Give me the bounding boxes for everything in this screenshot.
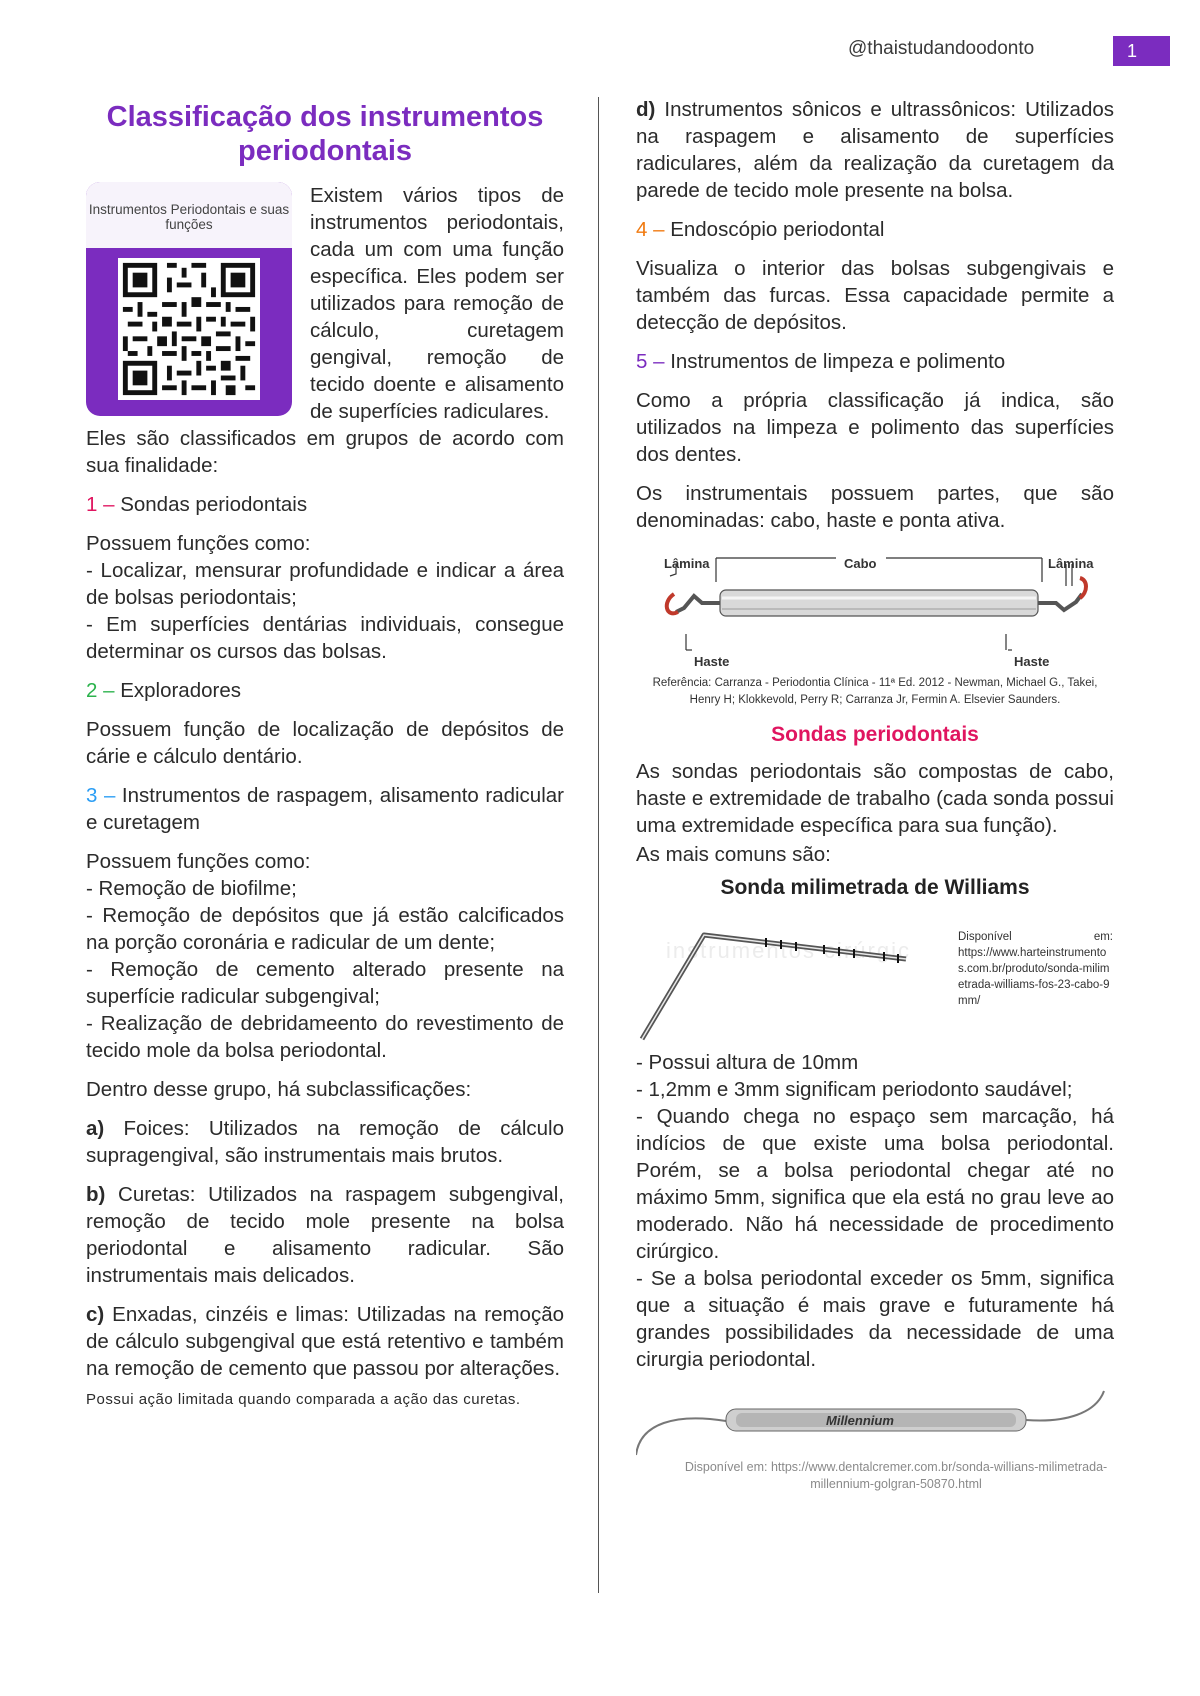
subclass-d-label: d) (636, 98, 656, 121)
group-1-function-item: - Localizar, mensurar profundidade e indicar a área de bolsas periodontais; (86, 559, 564, 609)
qr-label: Instrumentos Periodontais e suas funções (88, 202, 290, 232)
intro-paragraph: Existem vários tipos de instrumentos periodontais, cada um com uma função específica. Eles podem ser utilizados para remoção de cálculo, curetagem gengival, remoção de tecido doente e alisamento de superfícies radiculares. (310, 184, 564, 423)
group-1-function-item: - Em superfícies dentárias individuais, consegue determinar os cursos das bolsas. (86, 613, 564, 663)
group-3-function-item: - Realização de debridameento do revestimento de tecido mole da bolsa periodontal. (86, 1012, 564, 1062)
probe-brand-label: Millennium (826, 1413, 894, 1428)
group-3-functions (86, 848, 564, 1064)
williams-note: - Possui altura de 10mm (636, 1051, 859, 1074)
group-2-number: 2 – (86, 679, 115, 702)
williams-note: - Se a bolsa periodontal exceder os 5mm, significa que a situação é mais grave e futuramente há grandes possibilidades da necessidade de uma cirurgia periodontal. (636, 1267, 1114, 1371)
header-handle: @thaistudandoodonto (848, 38, 1035, 59)
subclass-a-text: Foices: Utilizados na remoção de cálculo supragengival, são instrumentais mais brutos. (86, 1117, 564, 1167)
subclass-intro: Dentro desse grupo, há subclassificações: (86, 1078, 472, 1101)
williams-title: Sonda milimetrada de Williams (720, 876, 1030, 899)
group-3-heading (86, 782, 564, 836)
group-1-number: 1 – (86, 493, 115, 516)
group-4-number: 4 – (636, 218, 665, 241)
group-5-number: 5 – (636, 350, 665, 373)
groups-intro: Eles são classificados em grupos de acordo com sua finalidade: (86, 427, 564, 477)
group-4-text: Visualiza o interior das bolsas subgengivais e também das furcas. Essa capacidade permite a detecção de depósitos. (636, 257, 1114, 334)
group-5-heading (636, 348, 1114, 375)
subclass-d (636, 96, 1114, 204)
group-1-functions-title: Possuem funções como: (86, 532, 311, 555)
probes-common: As mais comuns são: (636, 843, 831, 866)
subclass-c (86, 1301, 564, 1382)
group-5-title: Instrumentos de limpeza e polimento (670, 350, 1006, 373)
label-cabo: Cabo (844, 556, 877, 571)
subclass-b (86, 1181, 564, 1289)
probes-section-title: Sondas periodontais (771, 723, 979, 746)
page-title: Classificação dos instrumentos periodontais (106, 101, 544, 167)
williams-note: - 1,2mm e 3mm significam periodonto saudável; (636, 1078, 1073, 1101)
group-2-title: Exploradores (120, 679, 241, 702)
group-1-title: Sondas periodontais (120, 493, 308, 516)
group-3-number: 3 – (86, 784, 116, 807)
group-1-functions (86, 530, 564, 665)
group-5-text: Como a própria classificação já indica, são utilizados na limpeza e polimento das superfícies dos dentes. (636, 389, 1114, 466)
group-3-function-item: - Remoção de cemento alterado presente na superfície radicular subgengival; (86, 958, 564, 1008)
left-column (86, 100, 564, 1421)
subclass-b-text: Curetas: Utilizados na raspagem subgengival, remoção de tecido mole presente na bolsa periodontal e alisamento radicular. São instrumentais mais delicados. (86, 1183, 565, 1287)
parts-text: Os instrumentais possuem partes, que são denominadas: cabo, haste e ponta ativa. (636, 482, 1114, 532)
group-4-title: Endoscópio periodontal (670, 218, 885, 241)
label-haste-right: Haste (1014, 654, 1050, 669)
group-4-heading (636, 216, 1114, 243)
subclass-a-label: a) (86, 1117, 105, 1140)
subclass-d-text: Instrumentos sônicos e ultrassônicos: Utilizados na raspagem e alisamento de superfícies radiculares, além da realização da curetagem da parede de tecido mole presente na bolsa. (636, 98, 1114, 202)
qr-card[interactable] (86, 182, 292, 416)
subclass-a (86, 1115, 564, 1169)
williams-source-label: Disponível em: (958, 931, 1113, 943)
group-2-heading (86, 677, 564, 704)
group-3-title: Instrumentos de raspagem, alisamento radicular e curetagem (86, 784, 564, 834)
subclass-note: Possui ação limitada quando comparada a ação das curetas. (86, 1391, 521, 1408)
subclass-c-label: c) (86, 1303, 105, 1326)
page-number: 1 (1113, 36, 1170, 66)
millennium-probe-caption: Disponível em: https://www.dentalcremer.com.br/sonda-willians-milimetrada-millennium-golgran-50870.html (684, 1460, 1108, 1491)
williams-note: - Quando chega no espaço sem marcação, há indícios de que existe uma bolsa periodontal. Porém, se a bolsa periodontal chegar até no máximo 5mm, significa que ela está no grau leve ao moderado. Não há necessidade de procedimento cirúrgico. (636, 1105, 1114, 1263)
probes-text: As sondas periodontais são compostas de cabo, haste e extremidade de trabalho (cada sonda possui uma extremidade específica para sua função). (636, 760, 1114, 837)
millennium-probe-illustration (636, 1383, 1114, 1463)
figure-reference: Referência: Carranza - Periodontia Clínica - 11ª Ed. 2012 - Newman, Michael G., Takei, Henry H; Klokkevold, Perry R; Carranza Jr, Fermin A. Elsevier Saunders. (652, 677, 1098, 706)
williams-watermark: instrumentos cirúrgic (666, 938, 911, 963)
right-column (636, 96, 1114, 1493)
column-divider (598, 97, 599, 1593)
williams-source-link[interactable]: https://www.harteinstrumentos.com.br/produto/sonda-milimetrada-williams-fos-23-cabo-9mm/ (958, 947, 1110, 1007)
instrument-parts-figure (636, 546, 1114, 671)
group-3-functions-title: Possuem funções como: (86, 850, 311, 873)
label-lamina-right: Lâmina (1048, 556, 1094, 571)
group-2-text: Possuem função de localização de depósitos de cárie e cálculo dentário. (86, 718, 564, 768)
qr-code-icon[interactable] (118, 258, 260, 400)
label-haste-left: Haste (694, 654, 730, 669)
group-3-function-item: - Remoção de depósitos que já estão calcificados na porção coronária e radicular de um dente; (86, 904, 564, 954)
williams-notes (636, 1049, 1114, 1373)
williams-figure (636, 909, 1114, 1049)
millennium-probe-figure (636, 1383, 1114, 1493)
group-1-heading (86, 491, 564, 518)
group-3-function-item: - Remoção de biofilme; (86, 877, 297, 900)
williams-probe-illustration (636, 909, 956, 1049)
curette-illustration (636, 546, 1114, 671)
williams-source (958, 929, 1113, 1009)
subclass-c-text: Enxadas, cinzéis e limas: Utilizadas na remoção de cálculo subgengival que está retentivo e também na remoção de cemento que passou por alterações. (86, 1303, 565, 1380)
subclass-b-label: b) (86, 1183, 106, 1206)
label-lamina-left: Lâmina (664, 556, 710, 571)
